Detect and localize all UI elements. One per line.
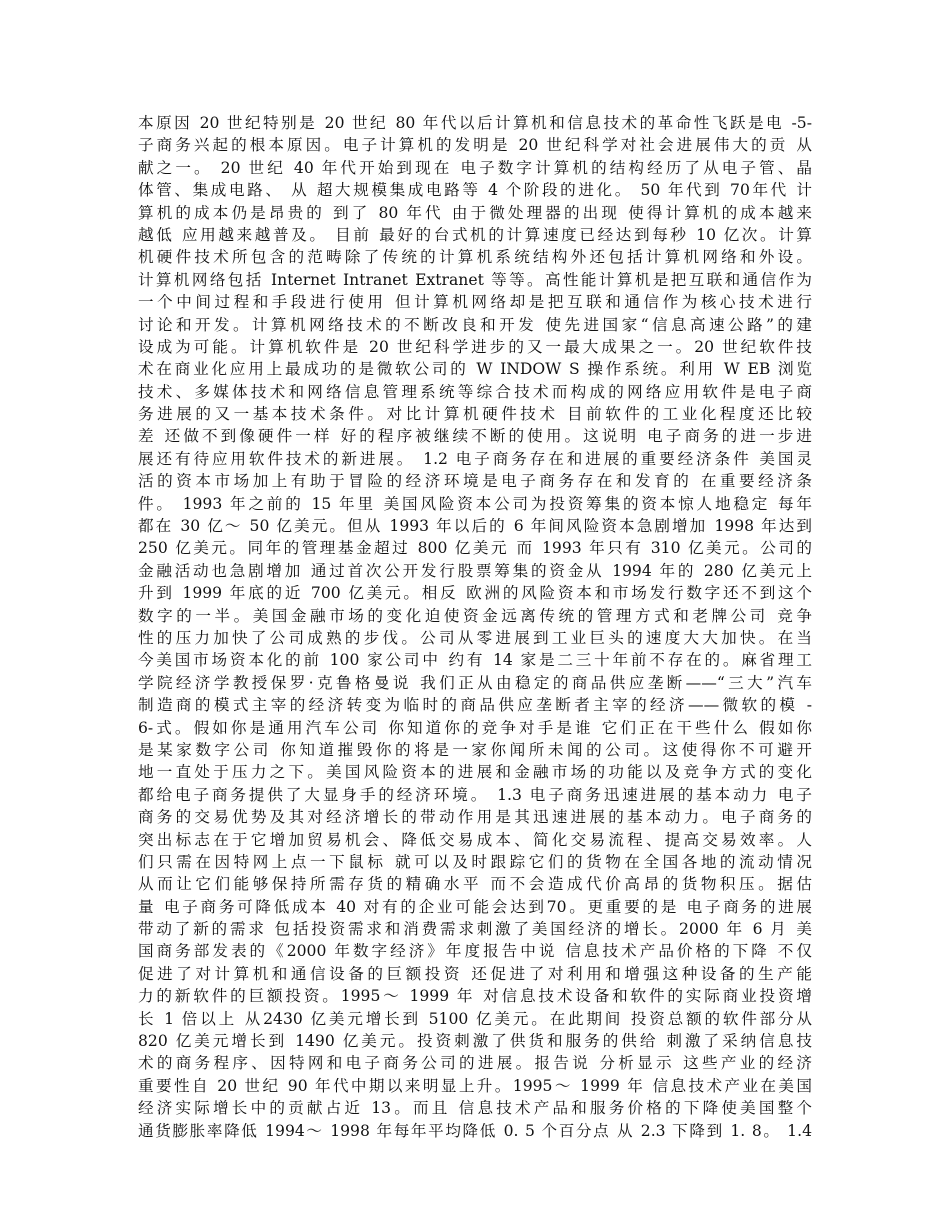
text-line: 件。 1993 年之前的 15 年里 美国风险资本公司为投资筹集的资本惊人地稳定 每年 — [138, 494, 812, 513]
text-line: 务进展的又一基本技术条件。对比计算机硬件技术 目前软件的工业化程度还比较 — [138, 405, 812, 424]
text-line: 展还有待应用软件技术的新进展。 1.2 电子商务存在和进展的重要经济条件 美国灵 — [138, 449, 812, 468]
text-line: 带动了新的需求 包括投资需求和消费需求刺激了美国经济的增长。2000 年 6 月 美 — [138, 920, 812, 939]
text-line: 今美国市场资本化的前 100 家公司中 约有 14 家是二三十年前不存在的。麻省理工 — [138, 651, 812, 670]
text-line: 子商务兴起的根本原因。电子计算机的发明是 20 世纪科学对社会进展伟大的贡 从 — [138, 136, 812, 155]
text-line: 突出标志在于它增加贸易机会、降低交易成本、简化交易流程、提高交易效率。人 — [138, 830, 812, 849]
text-line: 从而让它们能够保持所需存货的精确水平 而不会造成代价高昂的货物积压。据估 — [138, 875, 812, 894]
text-line: 250 亿美元。同年的管理基金超过 800 亿美元 而 1993 年只有 310 亿美元。公司的 — [138, 539, 812, 558]
text-line: 6-式。假如你是通用汽车公司 你知道你的竞争对手是谁 它们正在干些什么 假如你 — [138, 718, 812, 737]
text-line: 是某家数字公司 你知道摧毁你的将是一家你闻所未闻的公司。这使得你不可避开 — [138, 740, 812, 759]
text-line: 重要性自 20 世纪 90 年代中期以来明显上升。1995～ 1999 年 信息技术产业在美国 — [138, 1076, 812, 1095]
text-line: 术在商业化应用上最成功的是微软公司的 W INDOW S 操作系统。利用 W EB 浏览 — [138, 360, 812, 379]
text-line: 越低 应用越来越普及。 目前 最好的台式机的计算速度已经达到每秒 10 亿次。计算 — [138, 225, 812, 244]
text-line: 国商务部发表的《2000 年数字经济》年度报告中说 信息技术产品价格的下降 不仅 — [138, 942, 812, 961]
text-line: 本原因 20 世纪特别是 20 世纪 80 年代以后计算机和信息技术的革命性飞跃是电 -5- — [138, 114, 812, 132]
text-line: 升到 1999 年底的近 700 亿美元。相反 欧洲的风险资本和市场发行数字还不到这个 — [138, 584, 812, 603]
text-line: 地一直处于压力之下。美国风险资本的进展和金融市场的功能以及竞争方式的变化 — [138, 763, 812, 782]
text-line: 差 还做不到像硬件一样 好的程序被继续不断的使用。这说明 电子商务的进一步进 — [138, 427, 812, 446]
text-line: 一个中间过程和手段进行使用 但计算机网络却是把互联和通信作为核心技术进行 — [138, 293, 812, 312]
text-line: 量 电子商务可降低成本 40 对有的企业可能会达到70。更重要的是 电子商务的进展 — [138, 897, 812, 916]
text-line: 献之一。 20 世纪 40 年代开始到现在 电子数字计算机的结构经历了从电子管、晶 — [138, 158, 812, 177]
text-line: 讨论和开发。计算机网络技术的不断改良和开发 使先进国家“信息高速公路”的建 — [138, 315, 812, 334]
text-line: 算机的成本仍是昂贵的 到了 80 年代 由于微处理器的出现 使得计算机的成本越来 — [138, 203, 812, 222]
text-line: 通货膨胀率降低 1994～ 1998 年每年平均降低 0. 5 个百分点 从 2.3 下降到 1. 8。 1.4 — [138, 1121, 812, 1140]
text-line: 体管、集成电路、 从 超大规模集成电路等 4 个阶段的进化。 50 年代到 70年代 计 — [138, 181, 812, 200]
text-line: 学院经济学教授保罗·克鲁格曼说 我们正从由稳定的商品供应垄断——“三大”汽车 — [138, 673, 812, 692]
text-line: 力的新软件的巨额投资。1995～ 1999 年 对信息技术设备和软件的实际商业投资增 — [138, 987, 812, 1006]
text-line: 机硬件技术所包含的范畴除了传统的计算机系统结构外还包括计算机网络和外设。 — [138, 248, 812, 267]
text-line: 制造商的模式主宰的经济转变为临时的商品供应垄断者主宰的经济——微软的模 - — [138, 696, 812, 715]
text-line: 商务的交易优势及其对经济增长的带动作用是其迅速进展的基本动力。电子商务的 — [138, 808, 812, 827]
text-line: 术的商务程序、因特网和电子商务公司的进展。报告说 分析显示 这些产业的经济 — [138, 1054, 812, 1073]
text-line: 经济实际增长中的贡献占近 13。而且 信息技术产品和服务价格的下降使美国整个 — [138, 1099, 812, 1118]
text-line: 都给电子商务提供了大显身手的经济环境。 1.3 电子商务迅速进展的基本动力 电子 — [138, 785, 812, 804]
body-text — [138, 112, 812, 1142]
text-line: 性的压力加快了公司成熟的步伐。公司从零进展到工业巨头的速度大大加快。在当 — [138, 628, 812, 647]
text-line: 设成为可能。计算机软件是 20 世纪科学进步的又一最大成果之一。20 世纪软件技 — [138, 337, 812, 356]
text-line: 都在 30 亿～ 50 亿美元。但从 1993 年以后的 6 年间风险资本急剧增加 1998 年达到 — [138, 517, 812, 536]
text-line: 技术、多媒体技术和网络信息管理系统等综合技术而构成的网络应用软件是电子商 — [138, 382, 812, 401]
text-line: 金融活动也急剧增加 通过首次公开发行股票筹集的资金从 1994 年的 280 亿美元上 — [138, 561, 812, 580]
text-line: 数字的一半。美国金融市场的变化迫使资金远离传统的管理方式和老牌公司 竞争 — [138, 606, 812, 625]
text-line: 计算机网络包括 Internet Intranet Extranet 等等。高性能计算机是把互联和通信作为 — [138, 270, 812, 289]
text-line: 长 1 倍以上 从2430 亿美元增长到 5100 亿美元。在此期间 投资总额的软件部分从 — [138, 1009, 812, 1028]
text-line: 们只需在因特网上点一下鼠标 就可以及时跟踪它们的货物在全国各地的流动情况 — [138, 852, 812, 871]
text-line: 促进了对计算机和通信设备的巨额投资 还促进了对利用和增强这种设备的生产能 — [138, 964, 812, 983]
text-line: 活的资本市场加上有助于冒险的经济环境是电子商务存在和发育的 在重要经济条 — [138, 472, 812, 491]
text-line: 820 亿美元增长到 1490 亿美元。投资刺激了供货和服务的供给 刺激了采纳信息技 — [138, 1032, 812, 1051]
